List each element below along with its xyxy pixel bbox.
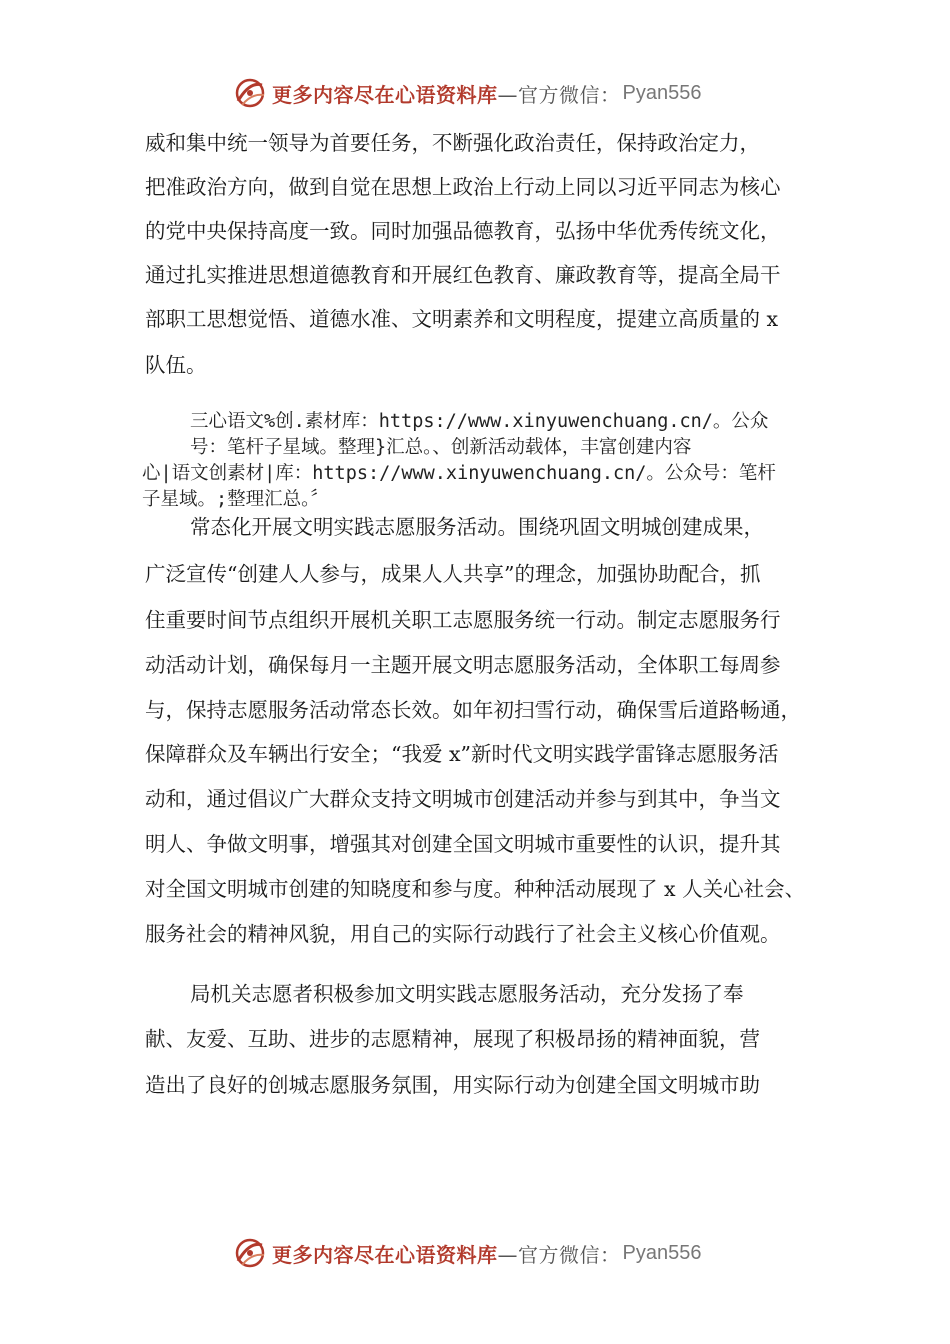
text-line: 通过扎实推进思想道德教育和开展红色教育、廉政教育等，提高全局干 bbox=[145, 263, 781, 287]
banner-title: 更多内容尽在心语资料库 bbox=[272, 82, 498, 107]
text-line: 造出了良好的创城志愿服务氛围，用实际行动为创建全国文明城市助 bbox=[145, 1073, 760, 1097]
watermark-line: 子星域。;整理汇总。〞 bbox=[142, 489, 329, 510]
text-line: 队伍。 bbox=[145, 353, 207, 377]
banner-wechat-id: Pyan556 bbox=[622, 81, 702, 104]
text-line: 保障群众及车辆出行安全；“我爱 x”新时代文明实践学雷锋志愿服务活 bbox=[145, 742, 779, 766]
text-line: 的党中央保持高度一致。同时加强品德教育，弘扬中华优秀传统文化， bbox=[145, 219, 781, 243]
text-line: 把准政治方向，做到自觉在思想上政治上行动上同以习近平同志为核心 bbox=[145, 175, 781, 199]
text-line: 动活动计划，确保每月一主题开展文明志愿服务活动，全体职工每周参 bbox=[145, 653, 781, 677]
logo-icon bbox=[232, 1235, 268, 1271]
watermark-line: 三心语文%创.素材库：https://www.xinyuwenchuang.cn/。公众 bbox=[190, 411, 769, 432]
text-line: 部职工思想觉悟、道德水准、文明素养和文明程度，提建立高质量的 x bbox=[145, 307, 779, 331]
text-line: 服务社会的精神风貌，用自己的实际行动践行了社会主义核心价值观。 bbox=[145, 922, 781, 946]
text-line: 献、友爱、互助、进步的志愿精神，展现了积极昂扬的精神面貌，营 bbox=[145, 1027, 760, 1051]
text-line: 常态化开展文明实践志愿服务活动。围绕巩固文明城创建成果， bbox=[190, 515, 764, 539]
banner-separator: —官方微信： bbox=[497, 82, 621, 107]
text-line: 局机关志愿者积极参加文明实践志愿服务活动，充分发扬了奉 bbox=[190, 982, 744, 1006]
banner-wechat-id: Pyan556 bbox=[622, 1241, 702, 1264]
watermark-line: 号：笔杆子星域。整理}汇总。、创新活动载体，丰富创建内容 bbox=[190, 437, 692, 458]
footer-banner bbox=[232, 1233, 701, 1273]
text-line: 动和，通过倡议广大群众支持文明城市创建活动并参与到其中，争当文 bbox=[145, 787, 781, 811]
text-line: 与，保持志愿服务活动常态长效。如年初扫雪行动，确保雪后道路畅通， bbox=[145, 698, 801, 722]
logo-icon bbox=[232, 75, 268, 111]
banner-separator: —官方微信： bbox=[497, 1242, 621, 1267]
header-banner bbox=[232, 73, 701, 113]
text-line: 明人、争做文明事，增强其对创建全国文明城市重要性的认识，提升其 bbox=[145, 832, 781, 856]
text-line: 住重要时间节点组织开展机关职工志愿服务统一行动。制定志愿服务行 bbox=[145, 608, 781, 632]
banner-title: 更多内容尽在心语资料库 bbox=[272, 1242, 498, 1267]
text-line: 威和集中统一领导为首要任务，不断强化政治责任，保持政治定力， bbox=[145, 131, 760, 155]
text-line: 广泛宣传“创建人人参与，成果人人共享”的理念，加强协助配合，抓 bbox=[145, 562, 761, 586]
text-line: 对全国文明城市创建的知晓度和参与度。种种活动展现了 x 人关心社会、 bbox=[145, 877, 806, 901]
watermark-line: 心|语文创素材|库：https://www.xinyuwenchuang.cn/。公众号：笔杆 bbox=[142, 463, 776, 484]
